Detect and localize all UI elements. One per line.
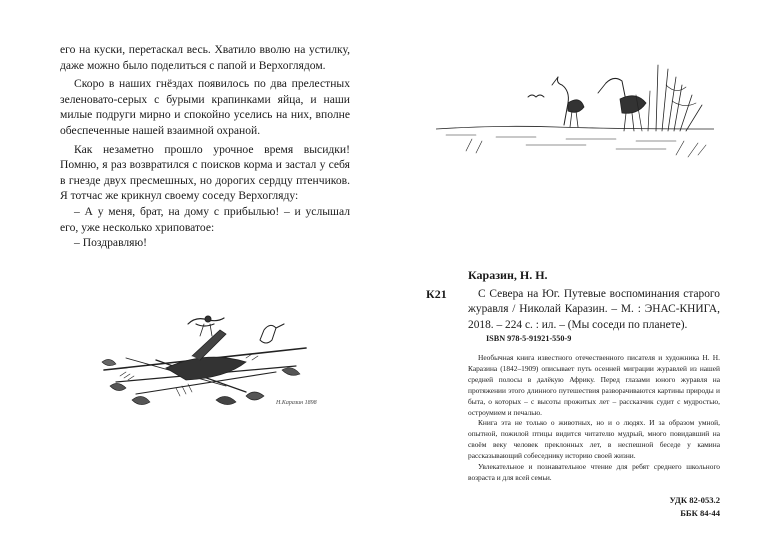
annotation-paragraph: Необычная книга известного отечественного писателя и художника Н. Н. Каразина (1842–1909) описывает путь осенней миграции журавлей из нашей средней полосы в далёкую Африку. Перед глазами юного журавля на протяжении этого длинного путешествия разворачиваются картины природы и быта, о которых – с высоты прожитых лет – рассказчик судит с мудростью, остроумием и печалью. <box>468 353 720 417</box>
paragraph: Как незаметно прошло урочное время высидки! Помню, я раз возвратился с поисков корма и застал у себя в гнезде двух пресмешных, но дорогих сердцу птенчиков. Я тотчас же крикнул своему соседу Верхогляду: <box>60 142 350 203</box>
annotation-paragraph: Увлекательное и познавательное чтение для ребят среднего школьного возраста и для всей семьи. <box>468 462 720 482</box>
paragraph: Скоро в наших гнёздах появилось по два прелестных зеленовато-серых с бурыми крапинками яйца, и наши милые подруги мирно и спокойно уселись на них, вполне обеспеченные нашей взаимной охраной. <box>60 77 350 137</box>
paragraph: – А у меня, брат, на дому с прибылью! – и услышал его, уже несколько хриповатое: <box>60 204 350 234</box>
classification-codes <box>628 494 720 520</box>
right-page <box>385 0 770 559</box>
illustration-signature: Н.Каразин 1898 <box>276 400 317 406</box>
nest-illustration <box>96 300 318 418</box>
nest-drawing-icon <box>96 300 318 418</box>
annotation <box>468 353 720 484</box>
cranes-drawing-icon <box>436 55 714 163</box>
bibliographic-description: С Севера на Юг. Путевые воспоминания старого журавля / Николай Каразин. – М. : ЭНАС-КНИГА, 2018. – 224 с. : ил. – (Мы соседи по планете). <box>468 288 720 331</box>
bbk-code: ББК 84-44 <box>680 508 720 518</box>
udk-code: УДК 82-053.2 <box>669 495 720 505</box>
paragraph: его на куски, перетаскал весь. Хватило вволю на устилку, даже можно было поделиться с папой и Верхоглядом. <box>60 43 350 72</box>
annotation-paragraph: Книга эта не только о животных, но и о людях. И за образом умной, опытной, пожилой птицы видится читателю мудрый, много повидавший на своём веку человек преклонных лет, в неспешной беседе у камина рассказывающий собеседнику историю своей жизни. <box>468 418 720 461</box>
author-sign-code: К21 <box>426 287 447 301</box>
cranes-illustration <box>436 55 714 163</box>
isbn: ISBN 978-5-91921-550-9 <box>486 334 572 343</box>
story-text <box>60 42 350 251</box>
paragraph: – Поздравляю! <box>74 236 148 250</box>
catalog-author: Каразин, Н. Н. <box>468 268 548 282</box>
